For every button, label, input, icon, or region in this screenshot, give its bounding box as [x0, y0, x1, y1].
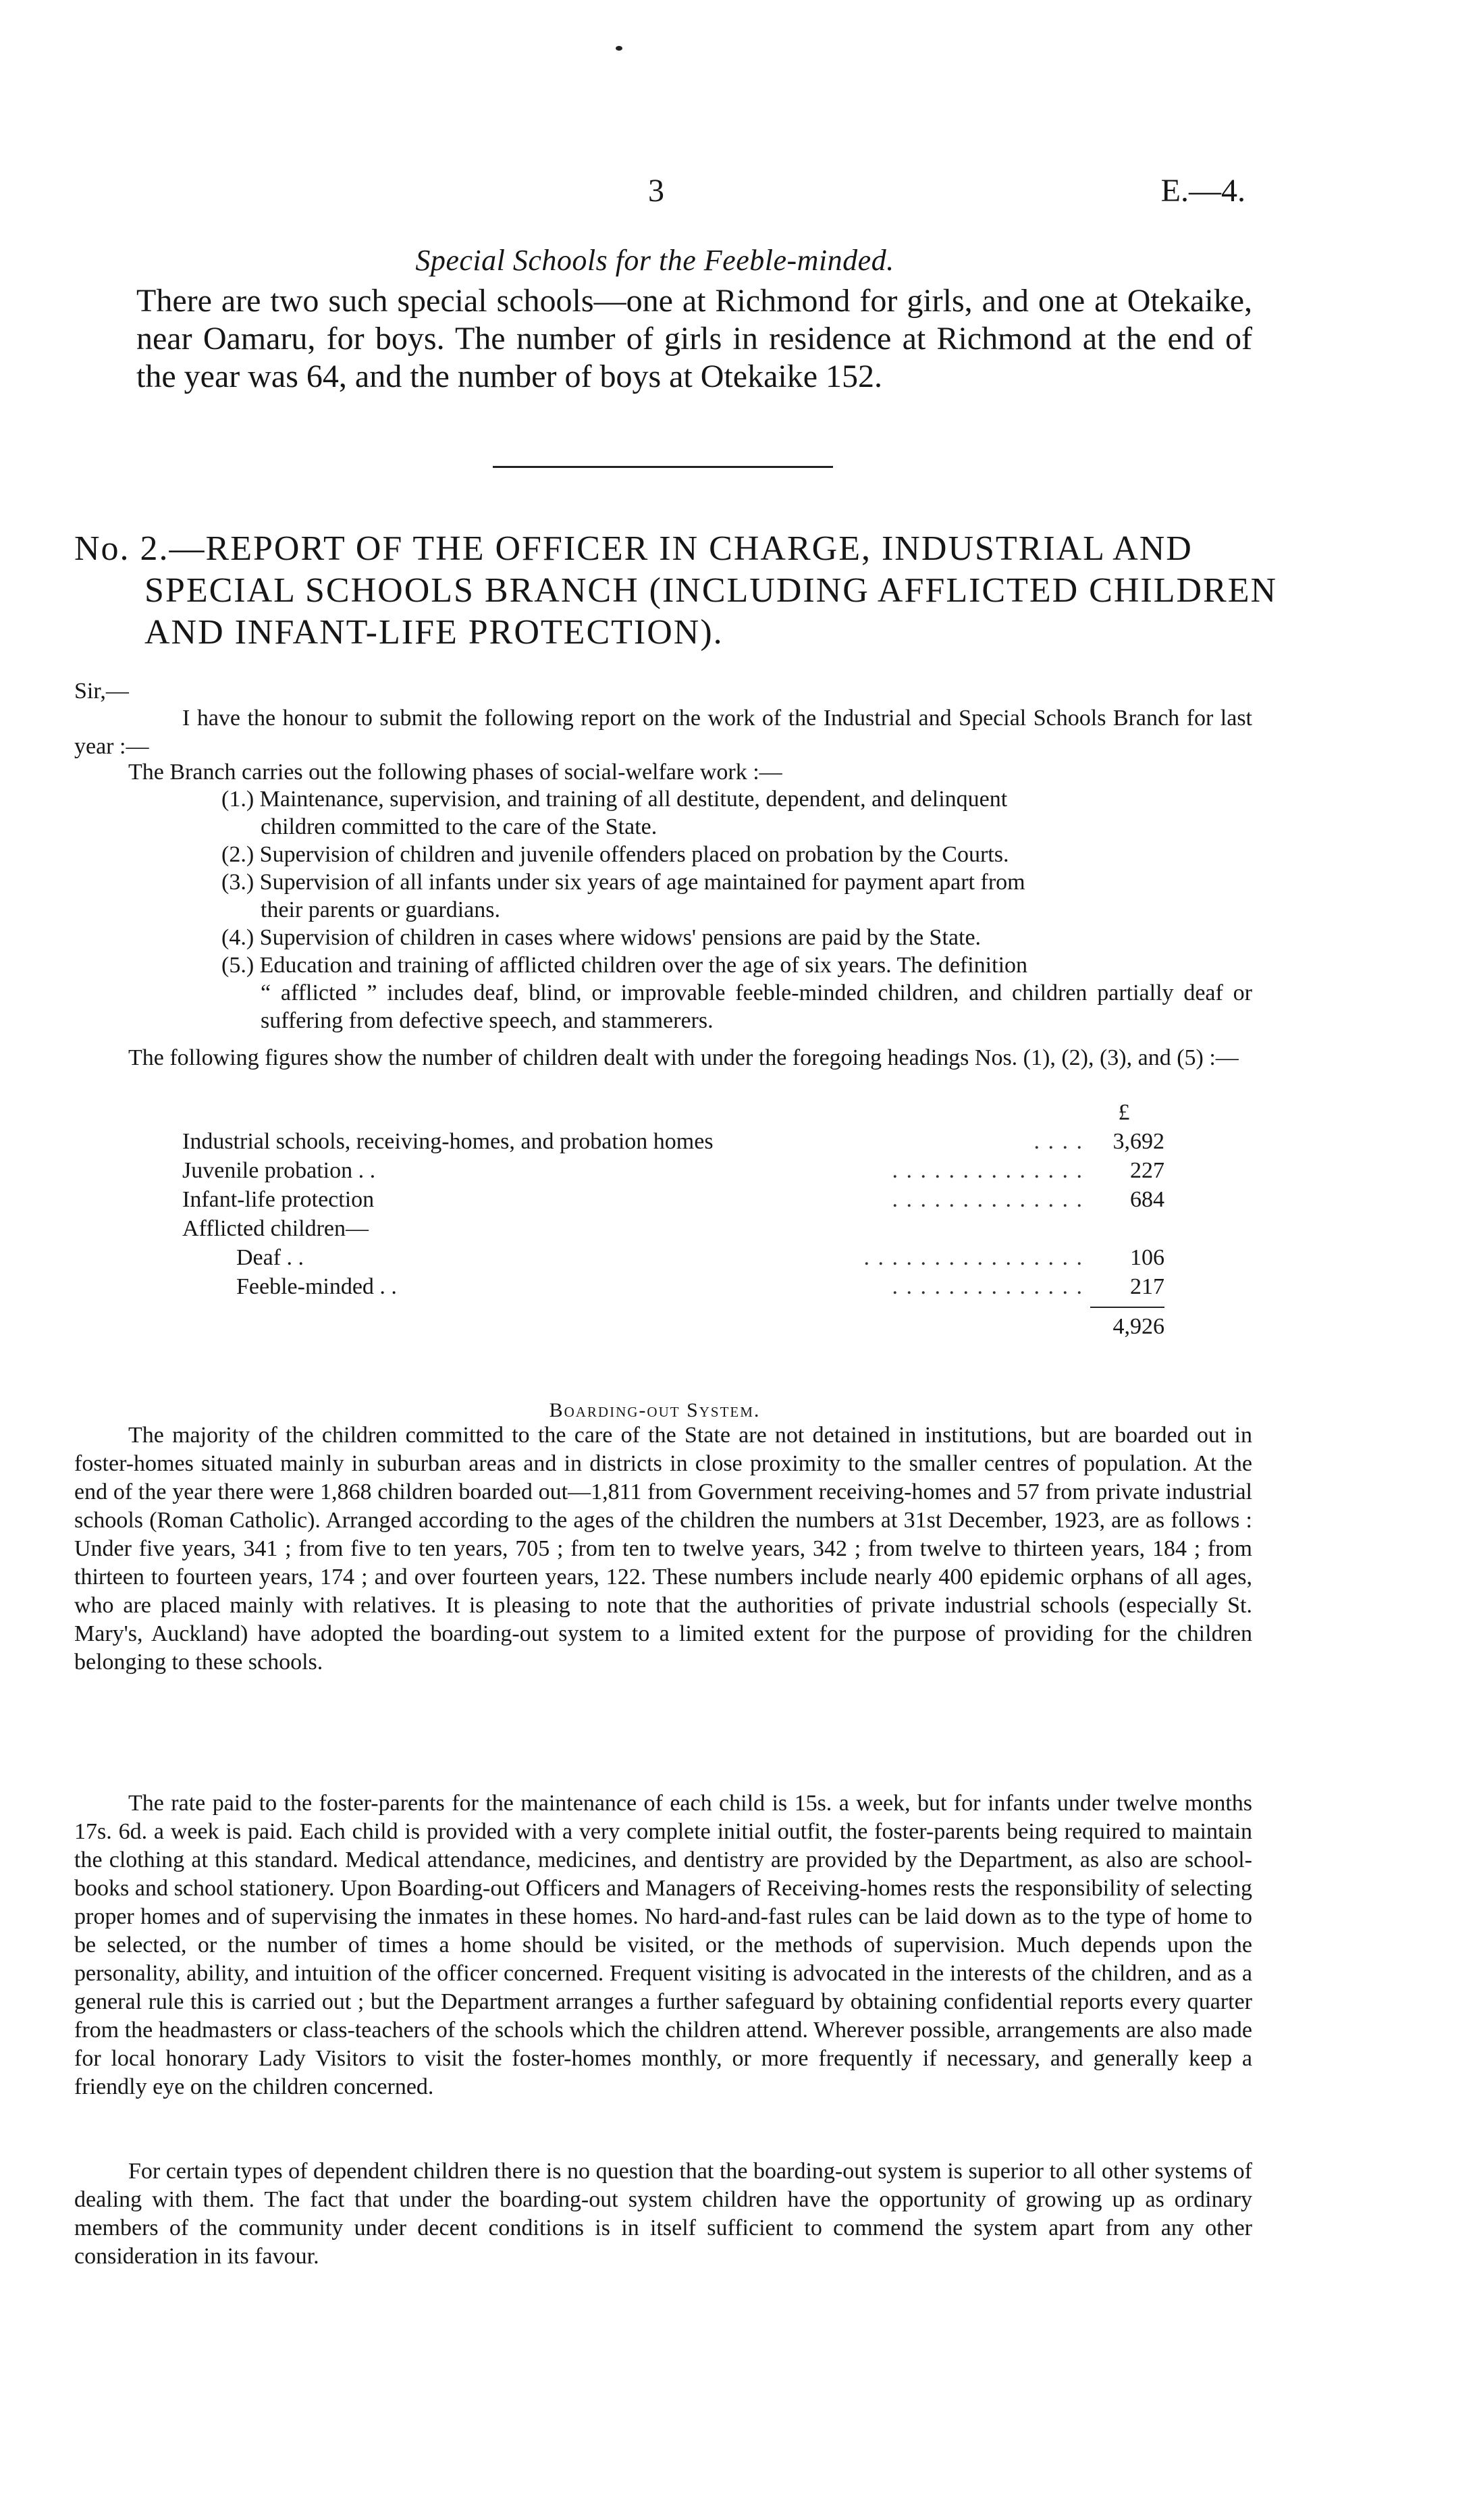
row-label: Infant-life protection [182, 1187, 375, 1212]
row-label: Juvenile probation . . [182, 1158, 376, 1183]
list-item-number: (4.) [221, 925, 254, 950]
table-row [182, 1272, 1164, 1301]
leader-dots: . . . . . . . . . . . . . . [892, 1274, 1083, 1299]
print-speck [616, 46, 622, 51]
boarding-paragraph-1: The majority of the children committed to the care of the State are not detained in institutions, but are boarded out in foster-homes situated mainly in suburban areas and in districts in close proximity to the smaller centres of population. At the end of the year there were 1,868 children boarded out—1,811 from Government receiving-homes and 57 from private industrial schools (Roman Catholic). Arranged according to the ages of the children the numbers at 31st December, 1923, are as follows : Under five years, 341 ; from five to ten years, 705 ; from ten to twelve years, 342 ; from twelve to thirteen years, 184 ; from thirteen to fourteen years, 174 ; and over fourteen years, 122. These numbers include nearly 400 epidemic orphans of all ages, who are placed mainly with relatives. It is pleasing to note that the authorities of private industrial schools (especially St. Mary's, Auckland) have adopted the boarding-out system to a limited extent for the purpose of providing for the children belonging to these schools. [74, 1423, 1252, 1675]
phases-list [221, 785, 1252, 1034]
table-row [182, 1185, 1164, 1214]
salutation: Sir,— [74, 679, 129, 704]
section-divider [493, 466, 833, 468]
total-value: 4,926 [1112, 1314, 1164, 1339]
table-total-row [182, 1301, 1164, 1342]
row-label: Industrial schools, receiving-homes, and probation homes [182, 1129, 714, 1154]
list-item-number: (1.) [221, 787, 254, 812]
section-title: Special Schools for the Feeble-minded. [415, 244, 894, 277]
row-value: 684 [1130, 1187, 1164, 1212]
page-reference: E.—4. [1160, 173, 1245, 209]
list-item-number: (2.) [221, 842, 254, 867]
row-label: Afflicted children— [182, 1216, 369, 1241]
report-heading-line-1: No. 2.—REPORT OF THE OFFICER IN CHARGE, INDUSTRIAL AND [74, 529, 1193, 568]
figures-table [182, 1098, 1164, 1342]
page-number: 3 [648, 173, 664, 209]
total-rule [1090, 1307, 1164, 1308]
list-item-number: (3.) [221, 870, 254, 895]
row-value: 106 [1130, 1245, 1164, 1270]
list-item [221, 924, 1252, 951]
list-item-text: Supervision of children and juvenile offenders placed on probation by the Courts. [259, 842, 1009, 867]
table-row [182, 1214, 1164, 1243]
list-item [221, 868, 1252, 924]
list-item-text: Supervision of all infants under six years of age maintained for payment apart from [259, 870, 1025, 895]
row-value: 217 [1130, 1274, 1164, 1299]
list-item [221, 841, 1252, 868]
table-row [182, 1127, 1164, 1156]
boarding-paragraph-2: The rate paid to the foster-parents for the maintenance of each child is 15s. a week, but for infants under twelve months 17s. 6d. a week is paid. Each child is provided with a very complete initial outfit, the foster-parents being required to maintain the clothing at this standard. Medical attendance, medicines, and dentistry are provided by the Department, as also are school-books and school stationery. Upon Boarding-out Officers and Managers of Receiving-homes rests the responsibility of selecting proper homes and of supervising the inmates in these homes. No hard-and-fast rules can be laid down as to the type of home to be selected, or the number of times a home should be visited, or the methods of supervision. Much depends upon the personality, ability, and intuition of the officer concerned. Frequent visiting is advocated in the interests of the children, and as a general rule this is carried out ; but the Department arranges a further safeguard by obtaining confidential reports every quarter from the headmasters or class-teachers of the schools which the children attend. Wherever possible, arrangements are also made for local honorary Lady Visitors to visit the foster-homes monthly, or more frequently if necessary, and generally keep a friendly eye on the children concerned. [74, 1791, 1252, 2099]
phases-intro: The Branch carries out the following phases of social-welfare work :— [128, 760, 782, 785]
list-item-text: Education and training of afflicted children over the age of six years. The definition [259, 953, 1028, 978]
row-value: 227 [1130, 1158, 1164, 1183]
figures-intro: The following figures show the number of children dealt with under the foregoing headings Nos. (1), (2), (3), and (5) :— [128, 1045, 1239, 1070]
boarding-subheading: Boarding-out System. [549, 1399, 761, 1421]
unit-header: £ [1118, 1100, 1130, 1125]
leader-dots: . . . . . . . . . . . . . . [892, 1158, 1083, 1183]
list-item-text: Supervision of children in cases where widows' pensions are paid by the State. [259, 925, 982, 950]
report-heading [74, 528, 1278, 654]
list-item-continuation: their parents or guardians. [261, 897, 500, 922]
opening-paragraph: I have the honour to submit the following report on the work of the Industrial and Special Schools Branch for last year :— [74, 706, 1252, 759]
row-value: 3,692 [1112, 1129, 1164, 1154]
list-item [221, 785, 1252, 841]
report-heading-line-3: AND INFANT-LIFE PROTECTION). [144, 613, 724, 652]
boarding-paragraph-3: For certain types of dependent children there is no question that the boarding-out system is superior to all other systems of dealing with them. The fact that under the boarding-out system children have the opportunity of growing up as ordinary members of the community under decent conditions is in itself sufficient to commend the system apart from any other consideration in its favour. [74, 2159, 1252, 2269]
list-item [221, 951, 1252, 1034]
table-row [182, 1156, 1164, 1185]
list-item-continuation: children committed to the care of the State. [261, 814, 658, 839]
intro-paragraph: There are two such special schools—one at Richmond for girls, and one at Otekaike, near Oamaru, for boys. The number of girls in residence at Richmond at the end of the year was 64, and the number of boys at Otekaike 152. [136, 283, 1252, 394]
leader-dots: . . . . . . . . . . . . . . [892, 1187, 1083, 1212]
leader-dots: . . . . . . . . . . . . . . . . [863, 1245, 1083, 1270]
leader-dots: . . . . [1034, 1129, 1083, 1154]
list-item-text: Maintenance, supervision, and training of all destitute, dependent, and delinquent [259, 787, 1008, 812]
row-label: Deaf . . [236, 1245, 304, 1270]
list-item-continuation: “ afflicted ” includes deaf, blind, or improvable feeble-minded children, and children partially deaf or suffering from defective speech, and stammerers. [261, 980, 1252, 1033]
report-heading-line-2: SPECIAL SCHOOLS BRANCH (INCLUDING AFFLICTED CHILDREN [144, 571, 1278, 610]
list-item-number: (5.) [221, 953, 254, 978]
table-row [182, 1243, 1164, 1272]
table-header-row [182, 1098, 1164, 1127]
row-label: Feeble-minded . . [236, 1274, 397, 1299]
